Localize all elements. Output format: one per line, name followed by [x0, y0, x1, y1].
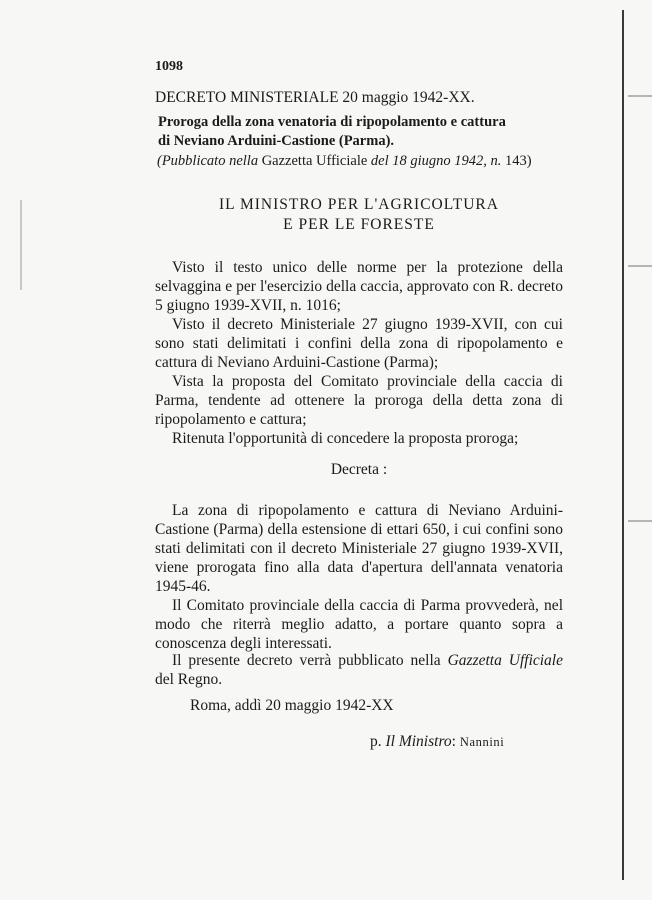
recital: Vista la proposta del Comitato provinciale della caccia di Parma, tendente ad ottenere la proroga della detta zona di ripopolamento e cattura;: [155, 373, 563, 428]
recital: Ritenuta l'opportunità di concedere la proposta proroga;: [172, 430, 519, 447]
publication-prefix: (Pubblicato nella: [157, 153, 259, 169]
publication-number: 143): [505, 153, 532, 169]
article: Il Comitato provinciale della caccia di Parma provvederà, nel modo che riterrà meglio adatto, a portare quanto sopra a conoscenza degli interessati.: [155, 597, 563, 652]
place-and-date: Roma, addì 20 maggio 1942-XX: [190, 697, 394, 714]
recital: Visto il decreto Ministeriale 27 giugno 1939-XVII, con cui sono stati delimitati i confini della zona di ripopolamento e cattura di Neviano Arduini-Castione (Parma);: [155, 316, 563, 371]
article: La zona di ripopolamento e cattura di Neviano Arduini-Castione (Parma) della estensione di ettari 650, i cui confini sono stati delimitati con il decreto Ministeriale 27 giugno 1939-XVII, viene prorogata fino alla data d'apertura dell'annata venatoria 1945-46.: [155, 502, 563, 595]
bleed-through-mark: [628, 265, 652, 267]
publication-gazette: Gazzetta Ufficiale: [261, 153, 368, 169]
decreta-heading: Decreta :: [330, 461, 388, 478]
recital: Visto il testo unico delle norme per la protezione della selvaggina e per l'esercizio della caccia, approvato con R. decreto 5 giugno 1939-XVII, n. 1016;: [155, 259, 563, 314]
decree-subject: [158, 113, 560, 151]
publication-clause: [155, 651, 563, 689]
margin-mark: [20, 200, 22, 290]
authority-line-2: E PER LE FORESTE: [283, 216, 435, 233]
signature-prefix: p.: [370, 733, 382, 750]
clause-suffix: del Regno.: [155, 671, 223, 688]
publication-n: n.: [490, 153, 502, 169]
subject-line: di Neviano Arduini-Castione (Parma).: [158, 133, 395, 149]
page-edge-line: [622, 10, 624, 880]
publication-date: del 18 giugno 1942,: [370, 153, 487, 169]
authority-line-1: IL MINISTRO PER L'AGRICOLTURA: [219, 196, 499, 213]
publication-note: [157, 153, 532, 170]
clause-prefix: Il presente decreto verrà pubblicato nella: [172, 652, 441, 669]
bleed-through-mark: [628, 95, 652, 97]
signature-colon: :: [451, 733, 456, 750]
decree-heading: DECRETO MINISTERIALE 20 maggio 1942-XX.: [155, 89, 475, 106]
bleed-through-mark: [628, 520, 652, 522]
signature-title: Il Ministro: [385, 733, 452, 750]
page-number: 1098: [155, 59, 183, 74]
recitals: [155, 258, 563, 448]
signature-name: Nannini: [459, 735, 505, 749]
signature-line: [370, 733, 504, 751]
articles: [155, 501, 563, 653]
clause-gazette: Gazzetta Ufficiale: [447, 652, 563, 669]
subject-line: Proroga della zona venatoria di ripopolamento e cattura: [158, 114, 506, 130]
